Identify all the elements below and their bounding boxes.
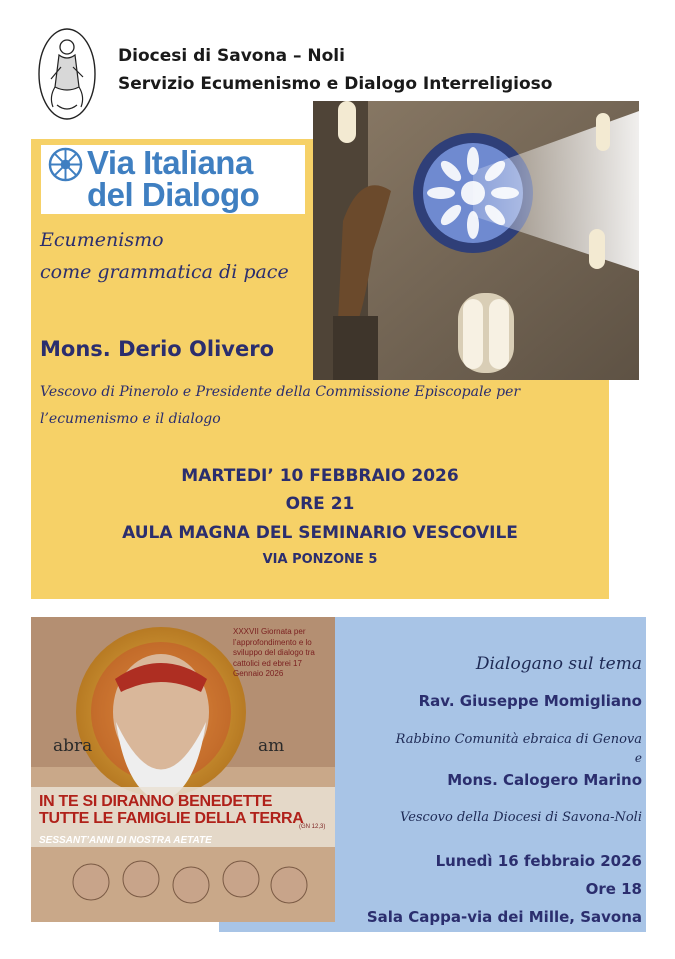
poster-subtitle: SESSANT’ANNI DI NOSTRA AETATE — [39, 835, 212, 846]
event2-time: Ore 18 — [585, 880, 642, 898]
brand-title-line2: del Dialogo — [87, 176, 260, 213]
poster-headline-line2: TUTTE LE FAMIGLIE DELLA TERRA — [39, 810, 304, 827]
speaker-name: Mons. Derio Olivero — [40, 337, 274, 361]
conjunction: e — [634, 751, 642, 765]
speaker1-role: Rabbino Comunità ebraica di Genova — [395, 732, 642, 747]
poster-reference: (GN 12,3) — [299, 824, 326, 830]
poster-fresco-text-left: abra — [53, 736, 93, 756]
event2-place: Sala Cappa-via dei Mille, Savona — [366, 908, 642, 926]
speaker2-name: Mons. Calogero Marino — [447, 771, 642, 789]
event1-time: ORE 21 — [285, 494, 355, 514]
event1-place: AULA MAGNA DEL SEMINARIO VESCOVILE — [122, 523, 518, 543]
poster-fresco-text-right: am — [258, 736, 285, 756]
speaker1-name: Rav. Giuseppe Momigliano — [418, 692, 642, 710]
topic-line1: Ecumenismo — [40, 229, 164, 251]
event2-date: Lunedì 16 febbraio 2026 — [435, 852, 642, 870]
speaker2-role: Vescovo della Diocesi di Savona-Noli — [400, 810, 642, 825]
diocese-seal-icon — [37, 27, 97, 122]
speaker-role-line2: l’ecumenismo e il dialogo — [40, 411, 221, 427]
poster-headline-line1: IN TE SI DIRANNO BENEDETTE — [39, 793, 273, 810]
brand-title-line1: Via Italiana — [87, 144, 253, 181]
poster-caption: XXXVII Giornata per l’approfondimento e lo sviluppo del dialogo tra cattolici ed ebrei 17 Gennaio 2026 — [233, 627, 315, 678]
diocese-name: Diocesi di Savona – Noli — [118, 46, 345, 66]
event1-address: VIA PONZONE 5 — [262, 552, 378, 567]
service-name: Servizio Ecumenismo e Dialogo Interreligioso — [118, 74, 553, 94]
event1-date: MARTEDI’ 10 FEBBRAIO 2026 — [181, 466, 459, 486]
topic-line2: come grammatica di pace — [40, 261, 289, 283]
church-rose-window-image — [313, 101, 639, 380]
wheel-icon — [48, 147, 83, 182]
event2-title: Dialogano sul tema — [475, 654, 642, 674]
speaker-role-line1: Vescovo di Pinerolo e Presidente della Commissione Episcopale per — [40, 384, 521, 400]
